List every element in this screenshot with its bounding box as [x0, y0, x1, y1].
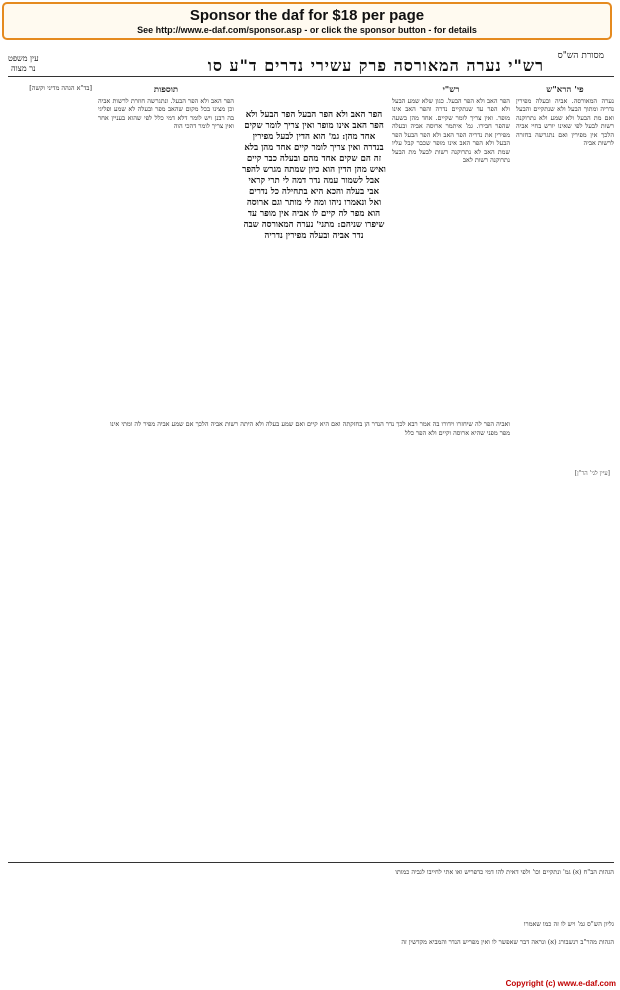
bach-note: הגהות הב"ח (א) גמ' ונתקיים וכו' ולפי דאית להו דמי כדפריש ואו אתי לחייבו לגביה כמותו	[395, 868, 614, 876]
sponsor-title[interactable]: Sponsor the daf for $18 per page	[189, 7, 425, 24]
right-margin-note: [עיין לגי' הר"ן]	[574, 470, 610, 477]
header-rule	[8, 76, 614, 77]
talmud-page	[8, 50, 614, 972]
footer-rule	[8, 862, 614, 863]
rosh-column	[516, 84, 614, 924]
rashi-text: הפר האב ולא הפר הבעל. כגון שלא שמע הבעל ולא הפר עד שנתקיים נדרה והפר האב אינו מופר. ואין צריך לומר שקיים. אחד מהן בשעה שהפר חבירו. גמ' איתמר ארוסה אביה ובעלה מפירין את נדריה הפר האב ולא הפר הבעל הפר הבעל ולא הפר האב אינו מופר שכבר קבל עליו שמת האב לא נתרוקנה רשות לבעל מת הבעל נתרוקנה רשות לאב	[392, 96, 510, 164]
rosh-text: נערה המאורסה. אביה ובעלה מפירין נדריה ומתוך הבעל ולא שנתקיים והבעל ואם מת הבעל ולא שמע ולא נתרוקנה רשות לבעל לפי שאינו יורש בחיי אביה הלכך אין מפירין ואם נתגרשה בחזרה לרשות אביה	[516, 96, 614, 147]
mesoret-hashas-label: מסורת הש"ס	[557, 51, 604, 61]
ein-mishpat-column	[8, 84, 92, 924]
gilyon-hashas: גליון הש"ס גמ' ויש לו זה כמו שאמרו	[523, 920, 614, 928]
rashi-column	[392, 84, 510, 324]
rosh-title: פי' הרא"ש	[546, 85, 584, 95]
gemara-text: הפר האב ולא הפר הבעל הפר הבעל ולא הפר האב אינו מופר ואין צריך לומר שקים אחד מהן: גמ' הוא הדין לבעל מפירין בנדרה ואין צריך לומר קיים אחד מהן בלא זה הם שקים אחד מהם ובעלה כבר קיים ואיש מהן הדין הוא כיון שמתה מגרש להפר אבל לשמור עמה נדר דמה לי תרי קראי אבי בעלה והכא היא בתחילה כל נדרים ואל ונאמרו ניהו ומה לי מותר וגם ארוסה הוא מפר לה קיים לו אביה אין מופר עד שיפרו שניהם: מתני' נערה המאורסה שבה נדר אביה ובעלה מפירין נדריה	[242, 110, 386, 241]
left-margin-note: [בד"א הגהה מדיני וקשה]	[29, 84, 92, 92]
rashi-title: רש"י	[442, 85, 460, 95]
maharsha-note: הגהות מהר"ב רנשבורג (א) ונראה דבר שאפשר לו ואין מפריש הנדר והמביא מקדשין זה	[401, 938, 614, 946]
ein-mishpat-label: עין משפט נר מצוה	[8, 54, 39, 73]
copyright-link[interactable]: Copyright (c) www.e-daf.com	[505, 979, 616, 988]
sponsor-subtitle: See http://www.e-daf.com/sponsor.asp - or click the sponsor button - for details	[137, 25, 477, 35]
tosafot-text: הפר האב ולא הפר הבעל. ונתגרשה חוזרת לרשות אביה וכן מצינו בכל מקום שהאב מפר ובעלה לא שמע ופליגי בה רבנן ויש לומר דלא דמי כלל לפי שהוא בעניין אחר ואין צריך לומר דהכי הוה	[98, 96, 234, 130]
tosafot-title: תוספות	[153, 85, 179, 95]
sponsor-banner[interactable]	[2, 2, 612, 40]
lower-commentary: ואביה הפר לה שיחזרו וידורו בה אמר רבא לכך נדר הנדר הן בחזקתה ואם היא קיים ואם שמע בעלה ולא היתה רשות אביה הלכך אם שמע אביה מפיר לה ומתי אינו מפר מפני שהיא ארוסה וקיים ולא הפר כלל	[110, 420, 510, 437]
page-header: רש"י נערה המאורסה פרק עשירי נדרים ד"ע סו	[207, 56, 544, 75]
